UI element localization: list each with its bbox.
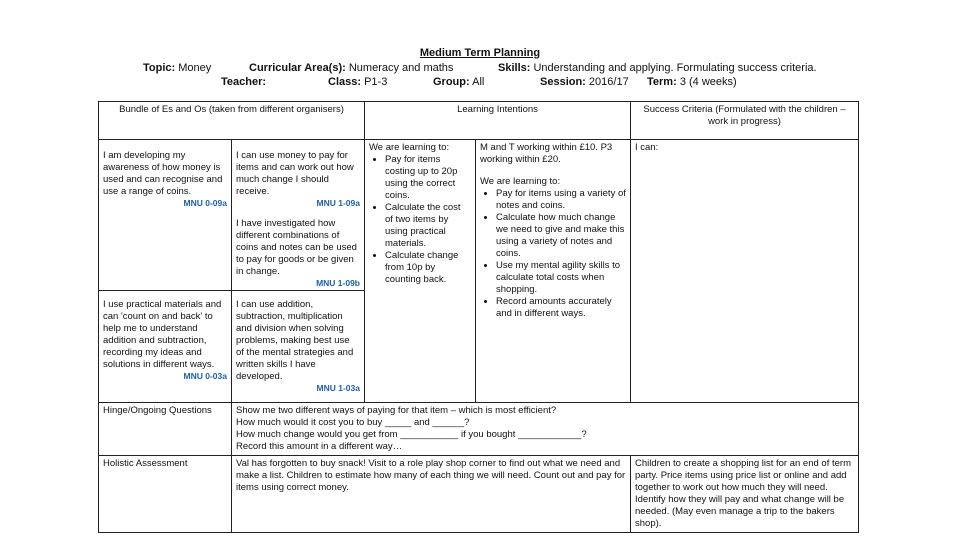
curricular-field (249, 62, 453, 74)
outcome-code: MNU 0-03a (183, 371, 227, 381)
li-item: • Use my mental agility skills to calculate total costs when shopping. (496, 260, 626, 296)
group-value: All (472, 76, 485, 88)
hinge-label: Hinge/Ongoing Questions (99, 403, 232, 456)
hinge-line: Show me two different ways of paying for that item – which is most efficient? (236, 405, 557, 416)
curricular-label: Curricular Area(s): (249, 62, 346, 74)
class-label: Class: (328, 76, 362, 88)
li-item: • Pay for items costing up to 20p using the correct coins. (385, 154, 471, 202)
li-item: • Calculate the cost of two items by using practical materials. (385, 202, 471, 250)
learning-intentions-early (365, 140, 476, 403)
hinge-line: How much change would you get from ___________ if you bought ____________? (236, 429, 587, 440)
holistic-row (99, 456, 859, 533)
class-field (328, 76, 387, 88)
li-item: • Calculate how much change we need to give and make this using a variety of notes and coins. (496, 212, 626, 260)
outcome-text: I use practical materials and can 'count on and back' to help me to understand addition and subtraction, recording my ideas and solutions in different ways. (103, 299, 222, 370)
outcome-cell-mnu-0-09a (99, 140, 232, 291)
hinge-line: Record this amount in a different way… (236, 441, 403, 452)
topic-value: Money (178, 62, 212, 74)
li-item: • Record amounts accurately and in different ways. (496, 296, 626, 320)
outcome-text: I can use money to pay for items and can work out how much change I should receive. (236, 150, 354, 197)
hinge-row (99, 403, 859, 456)
session-label: Session: (540, 76, 586, 88)
topic-field (143, 62, 211, 74)
outcome-code: MNU 1-09a (316, 198, 360, 208)
topic-label: Topic: (143, 62, 176, 74)
skills-value: Understanding and applying. Formulating success criteria. (533, 62, 817, 74)
session-field (540, 76, 629, 88)
success-criteria-cell: I can: (631, 140, 859, 403)
li-note: M and T working within £10. P3 working within £20. (480, 142, 613, 165)
outcome-cell-mnu-1-09 (232, 140, 365, 291)
class-value: P1-3 (364, 76, 388, 88)
curricular-value: Numeracy and maths (348, 62, 454, 74)
li-list (480, 188, 626, 320)
learning-intentions-first (476, 140, 631, 403)
li-intro: We are learning to: (369, 142, 450, 153)
li-list (369, 154, 471, 286)
term-label: Term: (647, 76, 677, 88)
term-field (647, 76, 737, 88)
planning-table (98, 101, 859, 533)
outcome-text: I can use addition, subtraction, multiplication and division when solving problems, making best use of the mental strategies and written skills I have developed. (236, 299, 354, 382)
outcome-cell-mnu-1-03a (232, 291, 365, 403)
header-row (99, 102, 859, 140)
li-item: • Pay for items using a variety of notes and coins. (496, 188, 626, 212)
outcomes-row-1 (99, 140, 859, 291)
success-criteria-header: Success Criteria (Formulated with the children – work in progress) (631, 102, 859, 140)
bundle-header: Bundle of Es and Os (taken from different organisers) (99, 102, 365, 140)
outcome-text: I have investigated how different combinations of coins and notes can be used to pay for goods or be given in change. (236, 218, 357, 277)
outcome-code: MNU 1-09b (316, 278, 360, 288)
li-intro: We are learning to: (480, 176, 561, 187)
outcome-cell-mnu-0-03a (99, 291, 232, 403)
group-field (433, 76, 484, 88)
li-item: • Calculate change from 10p by counting back. (385, 250, 471, 286)
outcome-code: MNU 1-03a (316, 383, 360, 393)
skills-field (498, 62, 817, 74)
teacher-label: Teacher: (221, 76, 267, 88)
holistic-label: Holistic Assessment (99, 456, 232, 533)
holistic-task-1: Val has forgotten to buy snack! Visit to a role play shop corner to find out what we need and make a list. Children to estimate how many of each thing we will need. Count out and pay for items using correct money. (232, 456, 631, 533)
skills-label: Skills: (498, 62, 531, 74)
session-value: 2016/17 (588, 76, 629, 88)
holistic-task-2: Children to create a shopping list for an end of term party. Price items using price list or online and add together to work out how much they will need. Identify how they will pay and what change will be needed. (May even manage a trip to the bakers shop). (631, 456, 859, 533)
hinge-questions (232, 403, 859, 456)
learning-intentions-header: Learning Intentions (365, 102, 631, 140)
outcome-code: MNU 0-09a (183, 198, 227, 208)
hinge-line: How much would it cost you to buy _____ and ______? (236, 417, 470, 428)
outcome-text: I am developing my awareness of how money is used and can recognise and use a range of coins. (103, 150, 223, 197)
term-value: 3 (4 weeks) (679, 76, 737, 88)
group-label: Group: (433, 76, 470, 88)
teacher-field (221, 76, 266, 88)
page-title: Medium Term Planning (419, 47, 541, 59)
